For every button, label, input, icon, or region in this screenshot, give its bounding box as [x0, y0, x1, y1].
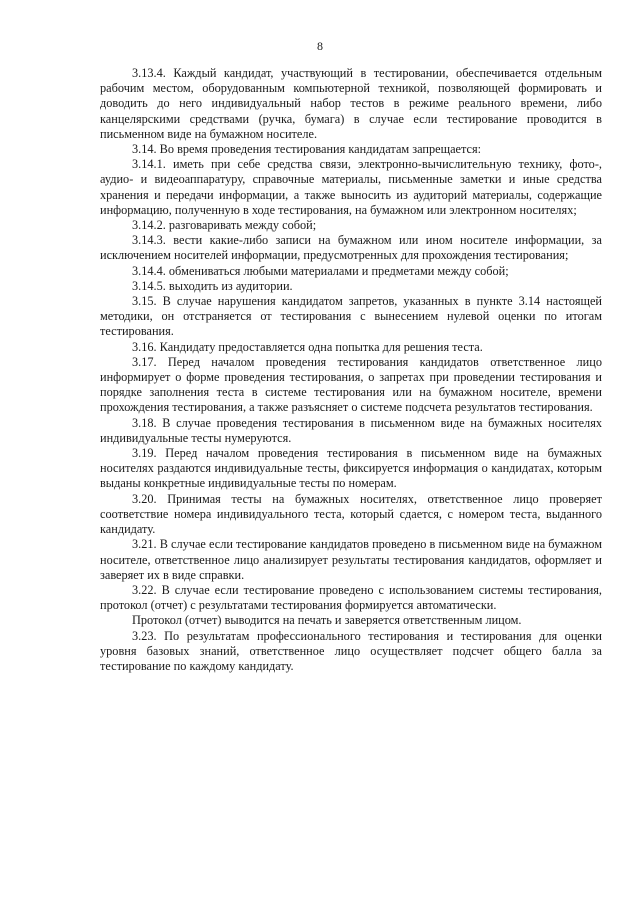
- paragraph-3-15: 3.15. В случае нарушения кандидатом запретов, указанных в пункте 3.14 настоящей методики, он отстраняется от тестирования с вынесением нулевой оценки по итогам тестирования.: [100, 294, 602, 339]
- paragraph-3-17: 3.17. Перед началом проведения тестирования кандидатов ответственное лицо информирует о форме проведения тестирования, о запретах при проведении тестирования и порядке заполнения теста в системе тестирования или на бумажном носителе, времени прохождения тестирования, а также разъясняет о системе подсчета результатов тестирования.: [100, 354, 602, 415]
- paragraph-3-14: 3.14. Во время проведения тестирования кандидатам запрещается:: [132, 142, 482, 157]
- paragraph-3-19: 3.19. Перед началом проведения тестирования в письменном виде на бумажных носителях раздаются индивидуальные тесты, фиксируется информация о кандидатах, которым выданы конкретные индивидуальные тесты по номерам.: [100, 446, 602, 491]
- page-number: 8: [317, 39, 323, 53]
- document-body: [100, 66, 602, 674]
- paragraph-3-20: 3.20. Принимая тесты на бумажных носителях, ответственное лицо проверяет соответствие номера индивидуального теста, который сдается, с номером теста, выданного кандидату.: [100, 491, 602, 537]
- paragraph-3-14-4: 3.14.4. обмениваться любыми материалами и предметами между собой;: [132, 263, 509, 278]
- paragraph-3-14-2: 3.14.2. разговаривать между собой;: [132, 218, 317, 233]
- paragraph-3-16: 3.16. Кандидату предоставляется одна попытка для решения теста.: [132, 339, 483, 354]
- paragraph-3-13-4: 3.13.4. Каждый кандидат, участвующий в тестировании, обеспечивается отдельным рабочим местом, оборудованным компьютерной техникой, позволяющей формировать и доводить до него индивидуальный набор тестов в режиме реального времени, либо канцелярскими средствами (ручка, бумага) в случае если тестирование проводится в письменном виде на бумажном носителе.: [100, 66, 602, 141]
- paragraph-3-14-1: 3.14.1. иметь при себе средства связи, электронно-вычислительную технику, фото-, аудио- и видеоаппаратуру, справочные материалы, письменные заметки и иные средства хранения и передачи информации, а также выносить из аудиторий материалы, содержащие информацию, полученную в ходе тестирования, на бумажном или электронном носителях;: [100, 157, 602, 217]
- paragraph-3-23: 3.23. По результатам профессионального тестирования и тестирования для оценки уровня базовых знаний, ответственное лицо осуществляет подсчет общего балла за тестирование по каждому кандидату.: [100, 628, 602, 673]
- paragraph-3-18: 3.18. В случае проведения тестирования в письменном виде на бумажных носителях индивидуальные тесты нумеруются.: [100, 415, 602, 445]
- paragraph-3-14-3: 3.14.3. вести какие-либо записи на бумажном или ином носителе информации, за исключением носителей информации, предусмотренных для прохождения тестирования;: [100, 233, 602, 263]
- paragraph-3-22: 3.22. В случае если тестирование проведено с использованием системы тестирования, протокол (отчет) с результатами тестирования формируется автоматически.: [100, 582, 602, 613]
- paragraph-protocol: Протокол (отчет) выводится на печать и заверяется ответственным лицом.: [132, 613, 522, 628]
- paragraph-3-21: 3.21. В случае если тестирование кандидатов проведено в письменном виде на бумажном носителе, ответственное лицо анализирует результаты тестирования кандидатов, оформляет и заверяет их в виде справки.: [100, 537, 602, 582]
- paragraph-3-14-5: 3.14.5. выходить из аудитории.: [132, 278, 293, 293]
